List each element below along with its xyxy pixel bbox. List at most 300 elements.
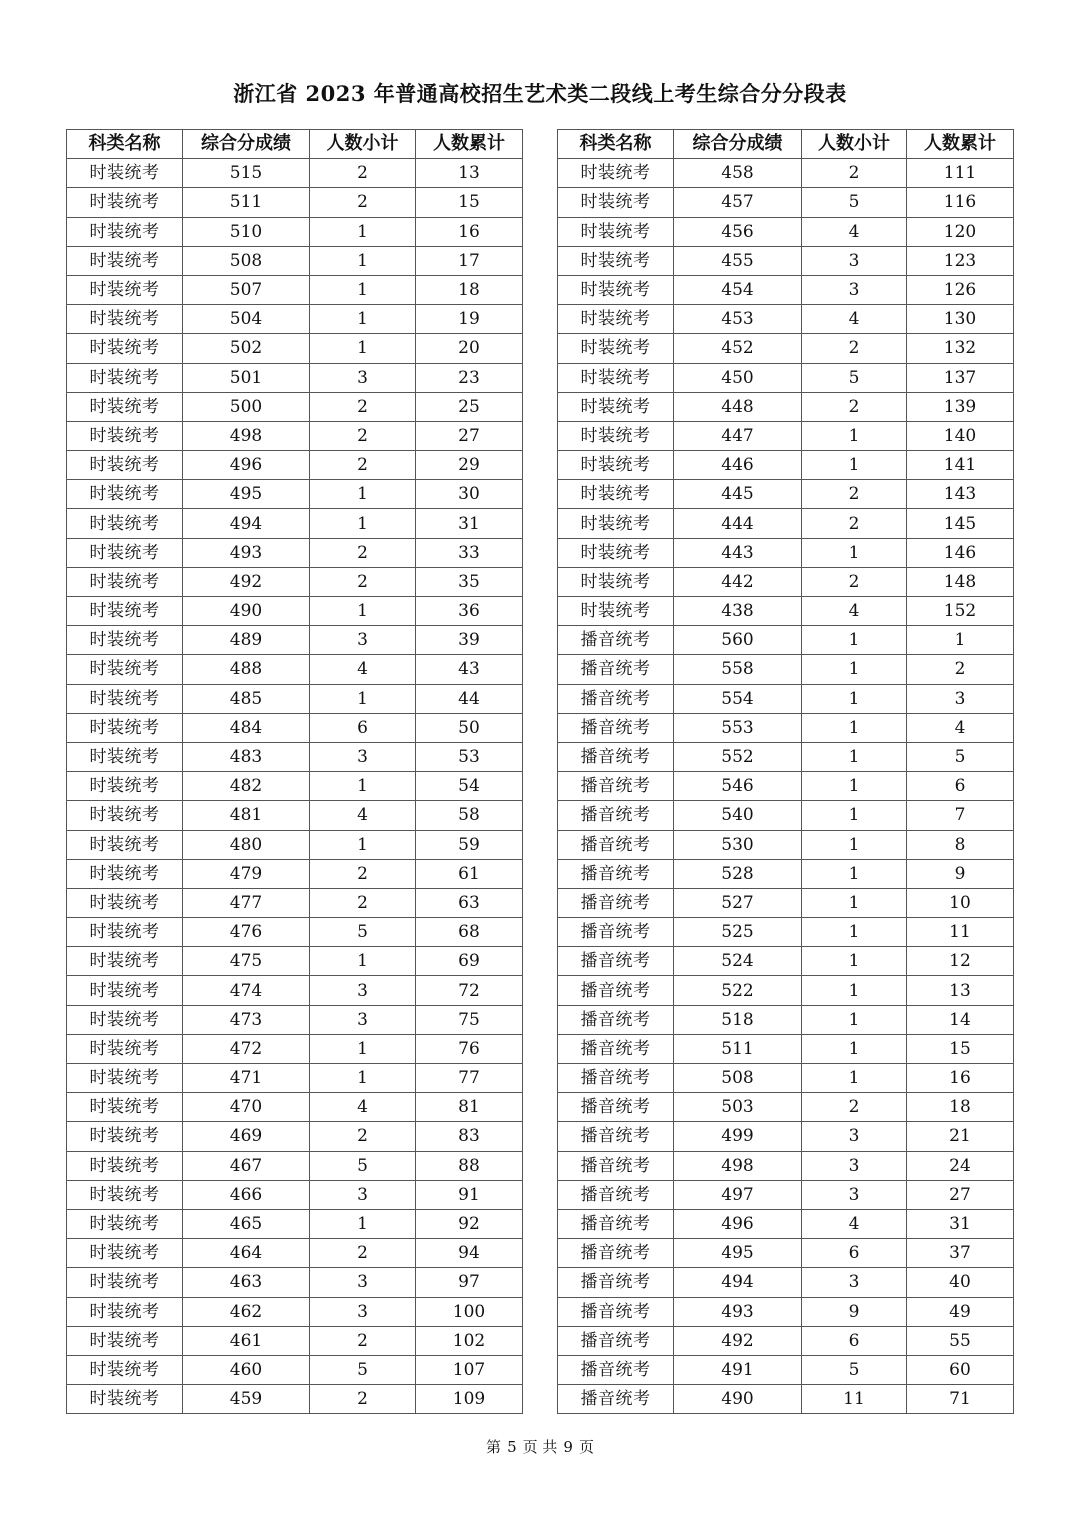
cell-score: 510 bbox=[183, 217, 310, 246]
cell-cumulative: 24 bbox=[907, 1151, 1014, 1180]
cell-score: 496 bbox=[183, 451, 310, 480]
cell-category: 时装统考 bbox=[67, 1180, 183, 1209]
cell-count: 2 bbox=[310, 1122, 416, 1151]
cell-category: 时装统考 bbox=[67, 1268, 183, 1297]
cell-cumulative: 12 bbox=[907, 947, 1014, 976]
cell-category: 时装统考 bbox=[558, 421, 674, 450]
cell-score: 490 bbox=[674, 1385, 802, 1414]
cell-cumulative: 94 bbox=[416, 1239, 523, 1268]
cell-cumulative: 49 bbox=[907, 1297, 1014, 1326]
cell-score: 472 bbox=[183, 1034, 310, 1063]
cell-count: 1 bbox=[310, 275, 416, 304]
cell-score: 490 bbox=[183, 597, 310, 626]
table-row bbox=[558, 334, 1014, 363]
cell-cumulative: 68 bbox=[416, 918, 523, 947]
cell-score: 553 bbox=[674, 713, 802, 742]
cell-count: 5 bbox=[310, 918, 416, 947]
page-footer bbox=[0, 1436, 1080, 1457]
cell-cumulative: 13 bbox=[416, 159, 523, 188]
cell-cumulative: 145 bbox=[907, 509, 1014, 538]
cell-count: 3 bbox=[310, 742, 416, 771]
cell-cumulative: 9 bbox=[907, 859, 1014, 888]
cell-category: 时装统考 bbox=[67, 509, 183, 538]
table-row bbox=[558, 859, 1014, 888]
cell-cumulative: 148 bbox=[907, 567, 1014, 596]
cell-score: 454 bbox=[674, 275, 802, 304]
header-score: 综合分成绩 bbox=[183, 130, 310, 159]
cell-score: 515 bbox=[183, 159, 310, 188]
cell-score: 524 bbox=[674, 947, 802, 976]
cell-count: 1 bbox=[802, 830, 907, 859]
cell-category: 播音统考 bbox=[558, 1005, 674, 1034]
cell-score: 458 bbox=[674, 159, 802, 188]
cell-category: 时装统考 bbox=[67, 597, 183, 626]
cell-category: 播音统考 bbox=[558, 742, 674, 771]
cell-category: 播音统考 bbox=[558, 1297, 674, 1326]
cell-score: 470 bbox=[183, 1093, 310, 1122]
table-row bbox=[67, 451, 523, 480]
footer-prefix: 第 bbox=[486, 1438, 502, 1456]
table-row bbox=[67, 1209, 523, 1238]
table-row bbox=[558, 509, 1014, 538]
cell-count: 3 bbox=[310, 626, 416, 655]
cell-score: 498 bbox=[674, 1151, 802, 1180]
cell-cumulative: 139 bbox=[907, 392, 1014, 421]
cell-count: 2 bbox=[802, 334, 907, 363]
cell-cumulative: 92 bbox=[416, 1209, 523, 1238]
cell-score: 448 bbox=[674, 392, 802, 421]
cell-score: 477 bbox=[183, 888, 310, 917]
cell-count: 1 bbox=[802, 976, 907, 1005]
cell-count: 3 bbox=[802, 1180, 907, 1209]
cell-score: 508 bbox=[674, 1064, 802, 1093]
cell-category: 时装统考 bbox=[558, 567, 674, 596]
cell-category: 时装统考 bbox=[67, 567, 183, 596]
table-row bbox=[67, 1122, 523, 1151]
cell-score: 442 bbox=[674, 567, 802, 596]
cell-count: 4 bbox=[802, 217, 907, 246]
cell-cumulative: 31 bbox=[416, 509, 523, 538]
table-row bbox=[67, 742, 523, 771]
table-row bbox=[67, 597, 523, 626]
cell-score: 560 bbox=[674, 626, 802, 655]
cell-score: 489 bbox=[183, 626, 310, 655]
cell-category: 时装统考 bbox=[67, 1034, 183, 1063]
cell-category: 时装统考 bbox=[67, 217, 183, 246]
cell-category: 时装统考 bbox=[67, 859, 183, 888]
cell-cumulative: 7 bbox=[907, 801, 1014, 830]
cell-cumulative: 53 bbox=[416, 742, 523, 771]
table-row bbox=[67, 363, 523, 392]
cell-cumulative: 5 bbox=[907, 742, 1014, 771]
table-row bbox=[558, 684, 1014, 713]
cell-count: 2 bbox=[310, 567, 416, 596]
cell-cumulative: 69 bbox=[416, 947, 523, 976]
table-row bbox=[67, 246, 523, 275]
cell-score: 496 bbox=[674, 1209, 802, 1238]
cell-cumulative: 123 bbox=[907, 246, 1014, 275]
cell-score: 480 bbox=[183, 830, 310, 859]
cell-category: 时装统考 bbox=[67, 392, 183, 421]
cell-cumulative: 109 bbox=[416, 1385, 523, 1414]
cell-score: 460 bbox=[183, 1355, 310, 1384]
table-header-row bbox=[67, 130, 523, 159]
table-row bbox=[558, 888, 1014, 917]
cell-score: 504 bbox=[183, 305, 310, 334]
cell-count: 1 bbox=[310, 1034, 416, 1063]
cell-count: 3 bbox=[310, 976, 416, 1005]
cell-count: 1 bbox=[310, 246, 416, 275]
cell-count: 1 bbox=[802, 655, 907, 684]
cell-cumulative: 18 bbox=[907, 1093, 1014, 1122]
cell-cumulative: 137 bbox=[907, 363, 1014, 392]
cell-category: 时装统考 bbox=[67, 1151, 183, 1180]
cell-cumulative: 54 bbox=[416, 772, 523, 801]
cell-cumulative: 60 bbox=[907, 1355, 1014, 1384]
cell-count: 1 bbox=[310, 597, 416, 626]
cell-category: 时装统考 bbox=[67, 1239, 183, 1268]
cell-cumulative: 58 bbox=[416, 801, 523, 830]
cell-category: 播音统考 bbox=[558, 1385, 674, 1414]
cell-category: 时装统考 bbox=[558, 334, 674, 363]
cell-category: 播音统考 bbox=[558, 684, 674, 713]
cell-score: 453 bbox=[674, 305, 802, 334]
cell-category: 时装统考 bbox=[67, 888, 183, 917]
cell-cumulative: 29 bbox=[416, 451, 523, 480]
cell-score: 450 bbox=[674, 363, 802, 392]
cell-cumulative: 140 bbox=[907, 421, 1014, 450]
cell-category: 时装统考 bbox=[67, 772, 183, 801]
table-row bbox=[67, 772, 523, 801]
table-row bbox=[67, 1326, 523, 1355]
cell-count: 1 bbox=[802, 451, 907, 480]
cell-cumulative: 16 bbox=[907, 1064, 1014, 1093]
cell-score: 494 bbox=[183, 509, 310, 538]
cell-count: 5 bbox=[802, 363, 907, 392]
cell-cumulative: 55 bbox=[907, 1326, 1014, 1355]
table-header-row bbox=[558, 130, 1014, 159]
cell-category: 播音统考 bbox=[558, 1122, 674, 1151]
cell-cumulative: 116 bbox=[907, 188, 1014, 217]
table-row bbox=[67, 801, 523, 830]
cell-count: 2 bbox=[310, 859, 416, 888]
header-category: 科类名称 bbox=[67, 130, 183, 159]
cell-count: 3 bbox=[310, 1180, 416, 1209]
cell-count: 1 bbox=[802, 1064, 907, 1093]
table-row bbox=[558, 976, 1014, 1005]
cell-cumulative: 143 bbox=[907, 480, 1014, 509]
cell-cumulative: 6 bbox=[907, 772, 1014, 801]
cell-score: 476 bbox=[183, 918, 310, 947]
cell-score: 552 bbox=[674, 742, 802, 771]
cell-cumulative: 126 bbox=[907, 275, 1014, 304]
cell-score: 461 bbox=[183, 1326, 310, 1355]
cell-category: 时装统考 bbox=[67, 1209, 183, 1238]
cell-category: 时装统考 bbox=[67, 1064, 183, 1093]
cell-cumulative: 59 bbox=[416, 830, 523, 859]
cell-cumulative: 130 bbox=[907, 305, 1014, 334]
cell-score: 500 bbox=[183, 392, 310, 421]
cell-score: 483 bbox=[183, 742, 310, 771]
table-row bbox=[67, 159, 523, 188]
cell-category: 时装统考 bbox=[558, 538, 674, 567]
cell-cumulative: 39 bbox=[416, 626, 523, 655]
cell-count: 1 bbox=[310, 509, 416, 538]
table-row bbox=[558, 1355, 1014, 1384]
table-row bbox=[558, 1064, 1014, 1093]
cell-cumulative: 35 bbox=[416, 567, 523, 596]
cell-category: 播音统考 bbox=[558, 888, 674, 917]
cell-count: 2 bbox=[802, 392, 907, 421]
cell-category: 时装统考 bbox=[67, 451, 183, 480]
cell-category: 播音统考 bbox=[558, 1239, 674, 1268]
cell-score: 459 bbox=[183, 1385, 310, 1414]
cell-cumulative: 3 bbox=[907, 684, 1014, 713]
cell-count: 2 bbox=[310, 188, 416, 217]
cell-count: 3 bbox=[802, 1122, 907, 1151]
cell-cumulative: 83 bbox=[416, 1122, 523, 1151]
cell-cumulative: 63 bbox=[416, 888, 523, 917]
cell-cumulative: 20 bbox=[416, 334, 523, 363]
header-score: 综合分成绩 bbox=[674, 130, 802, 159]
cell-count: 1 bbox=[802, 947, 907, 976]
table-row bbox=[67, 421, 523, 450]
cell-category: 时装统考 bbox=[67, 480, 183, 509]
table-row bbox=[558, 392, 1014, 421]
cell-cumulative: 30 bbox=[416, 480, 523, 509]
cell-category: 播音统考 bbox=[558, 713, 674, 742]
cell-category: 时装统考 bbox=[67, 713, 183, 742]
cell-score: 466 bbox=[183, 1180, 310, 1209]
table-row bbox=[67, 567, 523, 596]
table-row bbox=[558, 451, 1014, 480]
cell-score: 438 bbox=[674, 597, 802, 626]
cell-count: 6 bbox=[310, 713, 416, 742]
table-row bbox=[558, 626, 1014, 655]
cell-count: 5 bbox=[802, 1355, 907, 1384]
cell-category: 时装统考 bbox=[558, 480, 674, 509]
cell-cumulative: 21 bbox=[907, 1122, 1014, 1151]
cell-count: 5 bbox=[310, 1355, 416, 1384]
cell-score: 488 bbox=[183, 655, 310, 684]
cell-count: 1 bbox=[802, 713, 907, 742]
cell-count: 1 bbox=[802, 742, 907, 771]
cell-score: 484 bbox=[183, 713, 310, 742]
cell-cumulative: 132 bbox=[907, 334, 1014, 363]
cell-category: 播音统考 bbox=[558, 1180, 674, 1209]
cell-count: 5 bbox=[802, 188, 907, 217]
cell-cumulative: 37 bbox=[907, 1239, 1014, 1268]
table-row bbox=[67, 888, 523, 917]
cell-cumulative: 107 bbox=[416, 1355, 523, 1384]
table-row bbox=[558, 217, 1014, 246]
cell-count: 4 bbox=[802, 597, 907, 626]
cell-count: 1 bbox=[310, 305, 416, 334]
footer-suffix: 页 bbox=[578, 1438, 594, 1456]
cell-cumulative: 25 bbox=[416, 392, 523, 421]
cell-score: 527 bbox=[674, 888, 802, 917]
cell-count: 3 bbox=[802, 275, 907, 304]
table-row bbox=[558, 1034, 1014, 1063]
cell-category: 播音统考 bbox=[558, 976, 674, 1005]
table-row bbox=[558, 1385, 1014, 1414]
cell-score: 554 bbox=[674, 684, 802, 713]
table-row bbox=[558, 246, 1014, 275]
cell-score: 491 bbox=[674, 1355, 802, 1384]
cell-category: 播音统考 bbox=[558, 1209, 674, 1238]
cell-category: 时装统考 bbox=[67, 947, 183, 976]
cell-count: 1 bbox=[802, 421, 907, 450]
cell-category: 播音统考 bbox=[558, 947, 674, 976]
cell-category: 时装统考 bbox=[67, 421, 183, 450]
cell-count: 11 bbox=[802, 1385, 907, 1414]
cell-count: 1 bbox=[310, 1209, 416, 1238]
cell-score: 445 bbox=[674, 480, 802, 509]
cell-cumulative: 100 bbox=[416, 1297, 523, 1326]
cell-count: 2 bbox=[310, 451, 416, 480]
table-row bbox=[558, 480, 1014, 509]
cell-count: 1 bbox=[802, 1034, 907, 1063]
cell-count: 3 bbox=[802, 246, 907, 275]
cell-category: 时装统考 bbox=[67, 742, 183, 771]
cell-count: 2 bbox=[802, 159, 907, 188]
cell-category: 时装统考 bbox=[67, 801, 183, 830]
cell-score: 495 bbox=[183, 480, 310, 509]
cell-score: 467 bbox=[183, 1151, 310, 1180]
cell-category: 播音统考 bbox=[558, 1064, 674, 1093]
cell-category: 时装统考 bbox=[558, 217, 674, 246]
cell-cumulative: 15 bbox=[907, 1034, 1014, 1063]
cell-cumulative: 4 bbox=[907, 713, 1014, 742]
cell-cumulative: 27 bbox=[416, 421, 523, 450]
table-row bbox=[558, 363, 1014, 392]
cell-category: 播音统考 bbox=[558, 1034, 674, 1063]
table-row bbox=[558, 1297, 1014, 1326]
cell-category: 时装统考 bbox=[558, 188, 674, 217]
cell-count: 3 bbox=[310, 1268, 416, 1297]
cell-category: 时装统考 bbox=[558, 246, 674, 275]
cell-cumulative: 19 bbox=[416, 305, 523, 334]
cell-cumulative: 76 bbox=[416, 1034, 523, 1063]
table-row bbox=[558, 275, 1014, 304]
cell-count: 1 bbox=[310, 334, 416, 363]
cell-score: 446 bbox=[674, 451, 802, 480]
cell-count: 2 bbox=[310, 888, 416, 917]
cell-score: 508 bbox=[183, 246, 310, 275]
cell-score: 511 bbox=[674, 1034, 802, 1063]
cell-count: 2 bbox=[310, 159, 416, 188]
cell-score: 455 bbox=[674, 246, 802, 275]
cell-count: 6 bbox=[802, 1239, 907, 1268]
cell-count: 2 bbox=[310, 1385, 416, 1414]
table-row bbox=[67, 480, 523, 509]
cell-count: 1 bbox=[802, 1005, 907, 1034]
table-row bbox=[67, 918, 523, 947]
cell-count: 6 bbox=[802, 1326, 907, 1355]
table-row bbox=[67, 1297, 523, 1326]
table-row bbox=[67, 217, 523, 246]
cell-score: 540 bbox=[674, 801, 802, 830]
cell-score: 473 bbox=[183, 1005, 310, 1034]
cell-category: 播音统考 bbox=[558, 1355, 674, 1384]
table-row bbox=[558, 1180, 1014, 1209]
header-cumulative: 人数累计 bbox=[907, 130, 1014, 159]
cell-cumulative: 2 bbox=[907, 655, 1014, 684]
cell-cumulative: 16 bbox=[416, 217, 523, 246]
cell-cumulative: 146 bbox=[907, 538, 1014, 567]
cell-cumulative: 10 bbox=[907, 888, 1014, 917]
table-row bbox=[67, 509, 523, 538]
cell-category: 播音统考 bbox=[558, 801, 674, 830]
cell-count: 1 bbox=[802, 772, 907, 801]
cell-cumulative: 50 bbox=[416, 713, 523, 742]
cell-count: 2 bbox=[310, 538, 416, 567]
cell-category: 时装统考 bbox=[67, 275, 183, 304]
cell-score: 522 bbox=[674, 976, 802, 1005]
header-count: 人数小计 bbox=[310, 130, 416, 159]
cell-score: 485 bbox=[183, 684, 310, 713]
cell-category: 时装统考 bbox=[67, 830, 183, 859]
cell-count: 3 bbox=[310, 363, 416, 392]
cell-category: 时装统考 bbox=[558, 392, 674, 421]
table-row bbox=[558, 538, 1014, 567]
table-row bbox=[67, 713, 523, 742]
cell-cumulative: 14 bbox=[907, 1005, 1014, 1034]
cell-category: 时装统考 bbox=[67, 246, 183, 275]
cell-category: 时装统考 bbox=[558, 305, 674, 334]
table-row bbox=[558, 1122, 1014, 1151]
cell-count: 2 bbox=[802, 480, 907, 509]
cell-category: 播音统考 bbox=[558, 1093, 674, 1122]
cell-category: 时装统考 bbox=[67, 159, 183, 188]
cell-score: 518 bbox=[674, 1005, 802, 1034]
cell-count: 1 bbox=[802, 538, 907, 567]
cell-score: 471 bbox=[183, 1064, 310, 1093]
cell-cumulative: 141 bbox=[907, 451, 1014, 480]
cell-category: 播音统考 bbox=[558, 1326, 674, 1355]
table-row bbox=[558, 918, 1014, 947]
cell-cumulative: 15 bbox=[416, 188, 523, 217]
cell-count: 2 bbox=[310, 1239, 416, 1268]
cell-category: 时装统考 bbox=[558, 509, 674, 538]
cell-category: 时装统考 bbox=[67, 1385, 183, 1414]
cell-count: 2 bbox=[802, 567, 907, 596]
table-row bbox=[558, 1005, 1014, 1034]
cell-category: 播音统考 bbox=[558, 772, 674, 801]
table-row bbox=[558, 1268, 1014, 1297]
cell-score: 474 bbox=[183, 976, 310, 1005]
table-row bbox=[558, 1093, 1014, 1122]
cell-score: 492 bbox=[674, 1326, 802, 1355]
cell-score: 494 bbox=[674, 1268, 802, 1297]
score-table-right bbox=[557, 129, 1014, 1414]
cell-cumulative: 91 bbox=[416, 1180, 523, 1209]
cell-cumulative: 11 bbox=[907, 918, 1014, 947]
cell-score: 444 bbox=[674, 509, 802, 538]
cell-score: 503 bbox=[674, 1093, 802, 1122]
table-row bbox=[558, 1209, 1014, 1238]
cell-category: 时装统考 bbox=[558, 159, 674, 188]
cell-score: 479 bbox=[183, 859, 310, 888]
table-row bbox=[558, 1239, 1014, 1268]
table-row bbox=[558, 947, 1014, 976]
cell-score: 498 bbox=[183, 421, 310, 450]
cell-cumulative: 18 bbox=[416, 275, 523, 304]
table-row bbox=[558, 801, 1014, 830]
table-row bbox=[67, 1034, 523, 1063]
table-row bbox=[558, 567, 1014, 596]
cell-count: 4 bbox=[310, 801, 416, 830]
